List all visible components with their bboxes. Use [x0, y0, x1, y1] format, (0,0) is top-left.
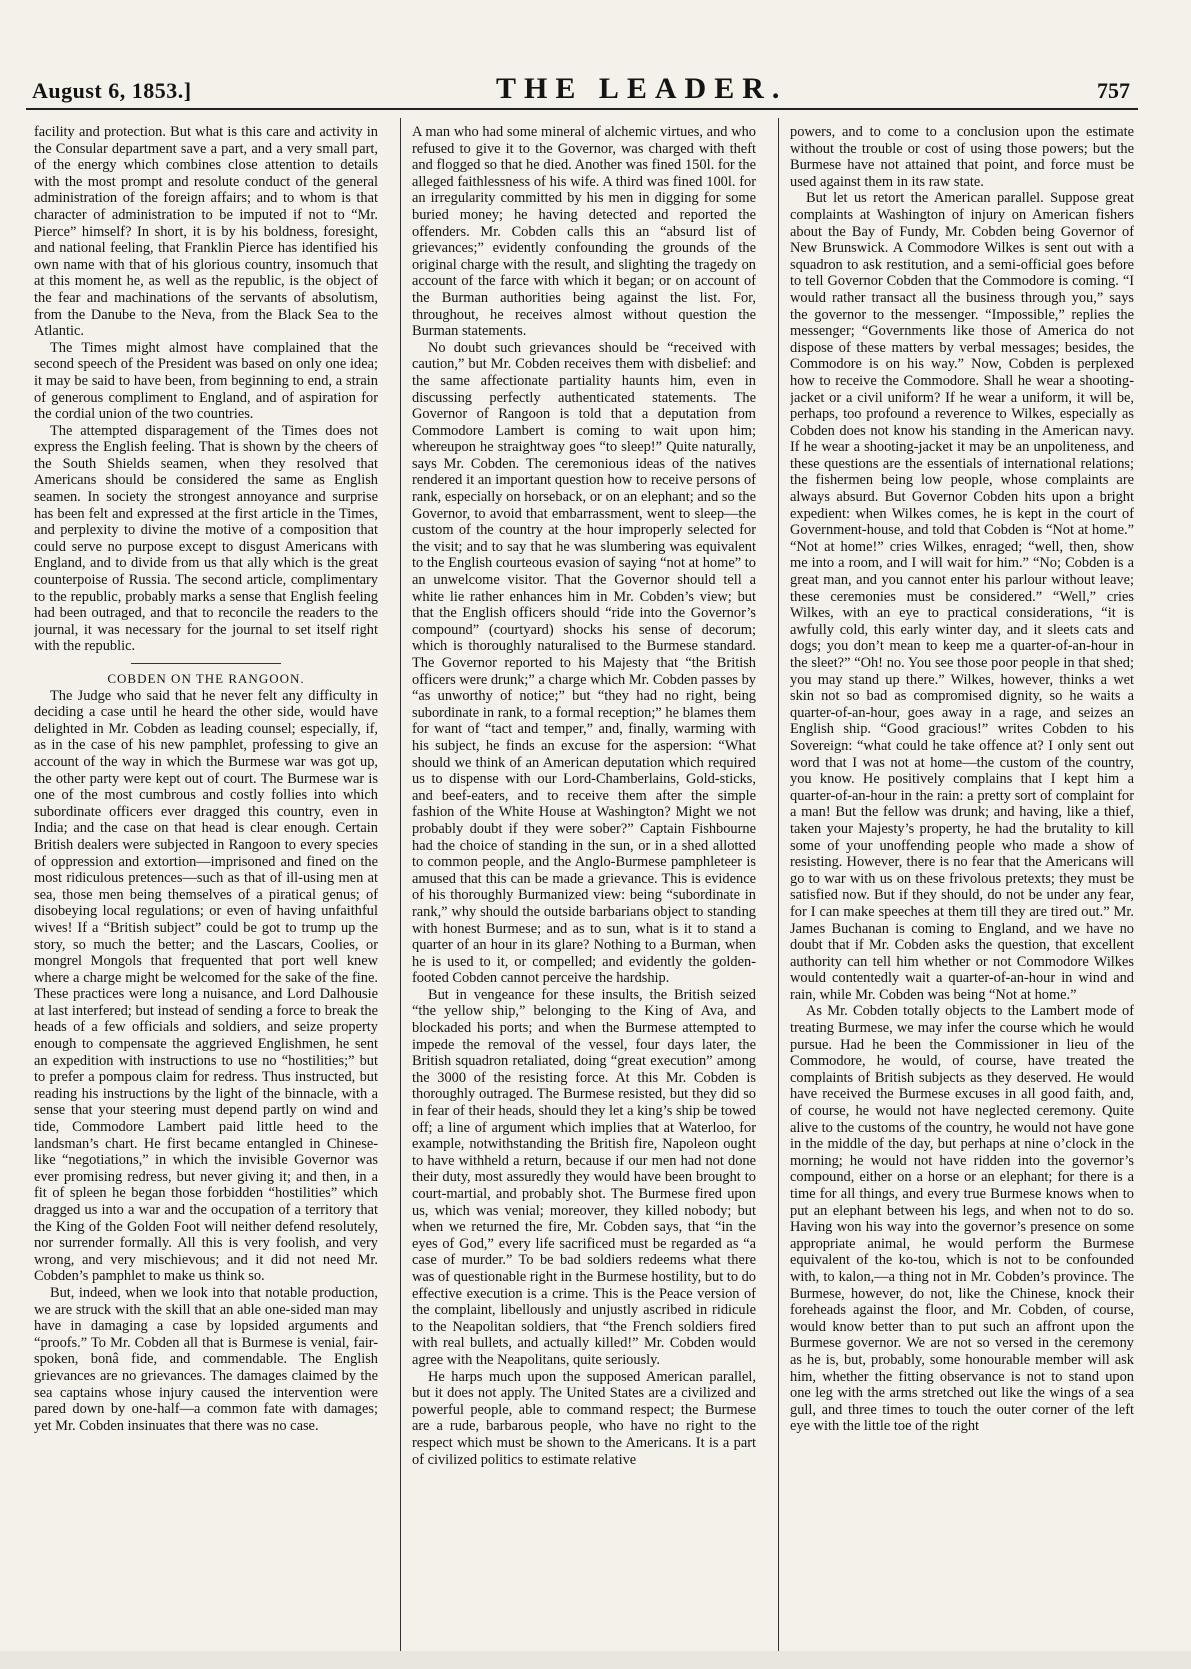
column-1	[34, 124, 378, 1656]
section-heading: COBDEN ON THE RANGOON.	[107, 671, 305, 686]
paragraph: He harps much upon the supposed American parallel, but it does not apply. The United States are a civilized and powerful people, able to command respect; the Burmese are a rude, barbarous people, who have no right to the respect which must be shown to the Americans. It is a part of civilized politics to estimate relative	[412, 1368, 756, 1468]
column-divider-2	[778, 118, 779, 1658]
column-3	[790, 124, 1134, 1656]
column-divider-1	[400, 118, 401, 1658]
issue-date: August 6, 1853.]	[32, 78, 192, 103]
paragraph: No doubt such grievances should be “received with caution,” but Mr. Cobden receives them with disbelief: and the same affectionate partiality haunts him, even in discussing perfectly authenticated statements. The Governor of Rangoon is told that a deputation from Commodore Lambert is coming to wait upon him; whereupon he straightway goes “to sleep!” Quite naturally, says Mr. Cobden. The ceremonious ideas of the natives rendered it an important question how to receive persons of rank, especially on horseback, or on an elephant; and so the Governor, to avoid that embarrassment, went to sleep—the custom of the country at the hour improperly selected for the visit; and to say that he was slumbering was equivalent to the English courteous evasion of saying “not at home” to an unwelcome visitor. That the Governor should tell a white lie rather enhances him in Mr. Cobden’s view; but that the English officers should “ride into the Governor’s compound” (courtyard) shocks his sense of decorum; which is thoroughly naturalised to the Burmese standard. The Governor reported to his Majesty that “the British officers were drunk;” a charge which Mr. Cobden passes by “as unworthy of notice;” but “they had no right, being subordinate in rank, to a formal reception;” he blames them for want of “tact and temper,” and, finally, warming with his subject, he finds an excuse for the aspersion: “What should we think of an American deputation which required us to dispense with our Lord-Chamberlains, Gold-sticks, and beef-eaters, and to receive them after the simple fashion of the White House at Washington? Might we not probably doubt if they were sober?” Captain Fishbourne had the choice of standing in the sun, or in a shed allotted to common people, and the Anglo-Burmese pamphleteer is amused that this can be made a grievance. This is evidence of his thoroughly Burmanized view: being “subordinate in rank,” why should the outside barbarians object to standing with honest Burmese; and as to sun, what is it to stand a quarter of an hour in its glare? Nothing to a Burman, when he is used to it, or compelled; and evidently the golden-footed Cobden cannot perceive the hardship.	[412, 339, 756, 987]
paragraph: But let us retort the American parallel. Suppose great complaints at Washington of injury on American fishers about the Bay of Fundy, Mr. Cobden being Governor of New Brunswick. A Commodore Wilkes is sent out with a squadron to ask restitution, and a semi-official goes before to tell Governor Cobden that the Commodore is coming. “I would rather transact all the business through you,” says the governor to the messenger. “Impossible,” replies the messenger; “Governments like those of America do not dispose of these matters by verbal messages; besides, the Commodore is on his way.” Now, Cobden is perplexed how to receive the Commodore. Shall he wear a shooting-jacket or a civil uniform? If he wear a uniform, it will be, perhaps, too profound a reverence to Wilkes, especially as Cobden does not know his standing in the American navy. If he wear a shooting-jacket it may be an unpoliteness, and these questions are the essentials of international relations; the fishermen being low people, whose complaints are always absurd. But Governor Cobden hits upon a bright expedient: when Wilkes comes, he is kept in the court of Government-house, and told that Cobden is “Not at home.” “Not at home!” cries Wilkes, enraged; “well, then, show me into a room, and I will wait for him.” “No; Cobden is a great man, and you cannot enter his parlour without leave; these ceremonies must be considered.” “Well,” cries Wilkes, with an eye to practical considerations, “it is awfully cold, this early winter day, and it sleets cats and dogs; you don’t mean to keep me a quarter-of-an-hour in the sleet?” “Oh! no. You see those poor people in that shed; you may stand up there.” Wilkes, however, thinks a wet skin not so bad as compromised dignity, so he waits a quarter-of-an-hour, goes away in a rage, and seizes an English ship. “Good gracious!” writes Cobden to his Sovereign: “what could he take offence at? I only sent out word that I was not at home—the custom of the country, you know. He positively complains that I kept him a quarter-of-an-hour in the rain: a pretty sort of complaint for a man! But the fellow was drunk; and having, like a thief, taken your Majesty’s property, he had the brutality to kill some of your unoffending people who made a show of resisting. However, there is no fear that the Americans will go to war with us on these frivolous pretexts; they must be satisfied now. But if they should, do not be under any fear, for I can make speeches at them till they are tired out.” Mr. James Buchanan is coming to England, and we have no doubt that if Mr. Cobden asks the question, that excellent authority can tell him whether or not Commodore Wilkes would contentedly wait a quarter-of-an-hour in wind and rain, while Mr. Cobden was being “Not at home.”	[790, 190, 1134, 1003]
paragraph: facility and protection. But what is this care and activity in the Consular department save a part, and a very small part, of the energy which combines close attention to details with the most prompt and resolute conduct of the general administration of the foreign affairs; and to whom is that character of administration to be imputed if not to “Mr. Pierce” himself? In short, it is by his boldness, foresight, and national feeling, that Franklin Pierce has identified his own name with that of his glorious country, insomuch that at this moment he, as well as the republic, is the object of the fear and machinations of the servants of absolutism, from the Danube to the Neva, from the Black Sea to the Atlantic.	[34, 124, 378, 340]
page-number: 757	[1097, 78, 1130, 103]
masthead	[26, 74, 1138, 106]
paragraph: powers, and to come to a conclusion upon the estimate without the trouble or cost of using those powers; but the Burmese have not attained that point, and force must be used against them in its raw state.	[790, 124, 1134, 190]
header-rule	[26, 108, 1138, 110]
column-2	[412, 124, 756, 1656]
paragraph: The attempted disparagement of the Times does not express the English feeling. That is shown by the cheers of the South Shields seamen, when they resolved that Americans should be considered the same as English seamen. In society the strongest annoyance and surprise has been felt and expressed at the first article in the Times, and perplexity to divine the motive of a composition that could serve no purpose except to disgust Americans with England, and to divide from us that ally which is the great counterpoise of Russia. The second article, complimentary to the republic, probably marks a sense that English feeling had been outraged, and that to reconcile the readers to the journal, it was necessary for the journal to set itself right with the republic.	[34, 422, 378, 655]
paragraph: But in vengeance for these insults, the British seized “the yellow ship,” belonging to the King of Ava, and blockaded his ports; and when the Burmese attempted to impede the removal of the vessel, four days later, the British squadron retaliated, doing “great execution” among the 3000 of the resisting force. At this Mr. Cobden is thoroughly outraged. The Burmese resisted, but they did so in fear of their heads, should they let a king’s ship be towed off; a line of argument which implies that at Waterloo, for example, notwithstanding the British fire, Napoleon ought to have withheld a return, because if our men had not done their duty, most assuredly they would have been brought to court-martial, and probably shot. The Burmese fired upon us, which was venial; moreover, they killed nobody; but when we returned the fire, Mr. Cobden says, that “in the eyes of God,” every life sacrificed must be regarded as “a case of murder.” To be bad soldiers redeems what there was of questionable right in the Burmese hostility, but to do effective execution is a crime. This is the Peace version of the complaint, libellously and unjustly ascribed in ridicule to the Neapolitan soldiers, that “the French soldiers fired with real bullets, and actually killed!” Mr. Cobden would agree with the Neapolitans, quite seriously.	[412, 986, 756, 1368]
section-divider	[131, 663, 281, 664]
newspaper-title: THE LEADER.	[496, 72, 788, 105]
paragraph: The Times might almost have complained that the second speech of the President was based on only one idea; it may be said to have been, from beginning to end, a strain of generous compliment to England, and of aspiration for the cordial union of the two countries.	[34, 339, 378, 423]
paragraph: As Mr. Cobden totally objects to the Lambert mode of treating Burmese, we may infer the course which he would pursue. Had he been the Commissioner in lieu of the Commodore, he would, of course, have treated the complaints of British subjects as they deserved. He would have received the Burmese excuses in all good faith, and, of course, he would not have neglected ceremony. Quite alive to the customs of the country, he would not have gone in the middle of the day, but perhaps at nine o’clock in the morning; he would not have ridden into the governor’s compound, either on a horse or an elephant; for there is a time for all things, and every true Burmese knows when to put an elephant between his legs, and when not to do so. Having won his way into the governor’s presence on some appropriate animal, he would perform the Burmese equivalent of the ko-tou, which is not to be confounded with, to kalon,—a thing not in Mr. Cobden’s province. The Burmese, however, do not, like the Chinese, knock their foreheads against the floor, and Mr. Cobden, of course, would know better than to put such an affront upon the Burmese governor. We are not so versed in the ceremony as he is, but, probably, some honourable member will ask him, whether the fitting observance is not to stand upon one leg with the arms stretched out like the wings of a sea gull, and three times to touch the outer corner of the left eye with the little toe of the right	[790, 1003, 1134, 1435]
scan-edge	[0, 1651, 1191, 1669]
paragraph: The Judge who said that he never felt any difficulty in deciding a case until he heard the other side, would have delighted in Mr. Cobden as leading counsel; especially, if, as in the case of his new pamphlet, professing to give an account of the way in which the Burmese war was got up, the other party were kept out of court. The Burmese war is one of the most cumbrous and costly follies into which subordinate officers ever dragged this country, even in India; and the case on that head is clear enough. Certain British dealers were subjected in Rangoon to every species of oppression and extortion—imprisoned and fined on the most ridiculous pretences—such as that of ill-using men at sea, those men being themselves of a piratical genus; of disobeying local regulations; or even of having unfaithful wives! If a “British subject” could be got to trump up the story, so much the better; and the Lascars, Coolies, or mongrel Mongols that frequented that port well knew where a charge might be welcomed for the sake of the fine. These practices were long a nuisance, and Lord Dalhousie at last interfered; but instead of sending a force to break the heads of a few officials and soldiers, and seize property enough to compensate the aggrieved Englishmen, he sent an expedition with instructions to use no “hostilities;” but to prefer a pompous claim for redress. Thus instructed, but reading his instructions by the light of the binnacle, with a sense that your steering must depend partly on wind and tide, Commodore Lambert paid little heed to the landsman’s chart. He first became entangled in Chinese-like “negotiations,” in which the invisible Governor was ever promising redress, but never giving it; and then, in a fit of spleen he began those forbidden “hostilities” which dragged us into a war and the occupation of a territory that the King of the Golden Foot will neither defend resolutely, nor surrender formally. All this is very foolish, and very wrong, and very mischievous; and it did not need Mr. Cobden’s pamphlet to make us think so.	[34, 687, 378, 1285]
paragraph: A man who had some mineral of alchemic virtues, and who refused to give it to the Governor, was charged with theft and flogged so that he died. Another was fined 150l. for the alleged faithlessness of his wife. A third was fined 100l. for an irregularity committed by his men in digging for some buried money; he having detected and reported the offenders. Mr. Cobden calls this an “absurd list of grievances;” evidently confounding the grounds of the original charge with the result, and slighting the tragedy on account of the farce with which it began; or on account of the Burman authorities being against the list. For, throughout, he receives almost without question the Burman statements.	[412, 124, 756, 340]
paragraph: But, indeed, when we look into that notable production, we are struck with the skill that an able one-sided man may have in damaging a case by lopsided arguments and “proofs.” To Mr. Cobden all that is Burmese is venial, fair-spoken, bonâ fide, and commendable. The English grievances are no grievances. The damages claimed by the sea captains whose injury caused the intervention were pared down by one-half—a common fate with damages; yet Mr. Cobden insinuates that there was no case.	[34, 1284, 378, 1434]
